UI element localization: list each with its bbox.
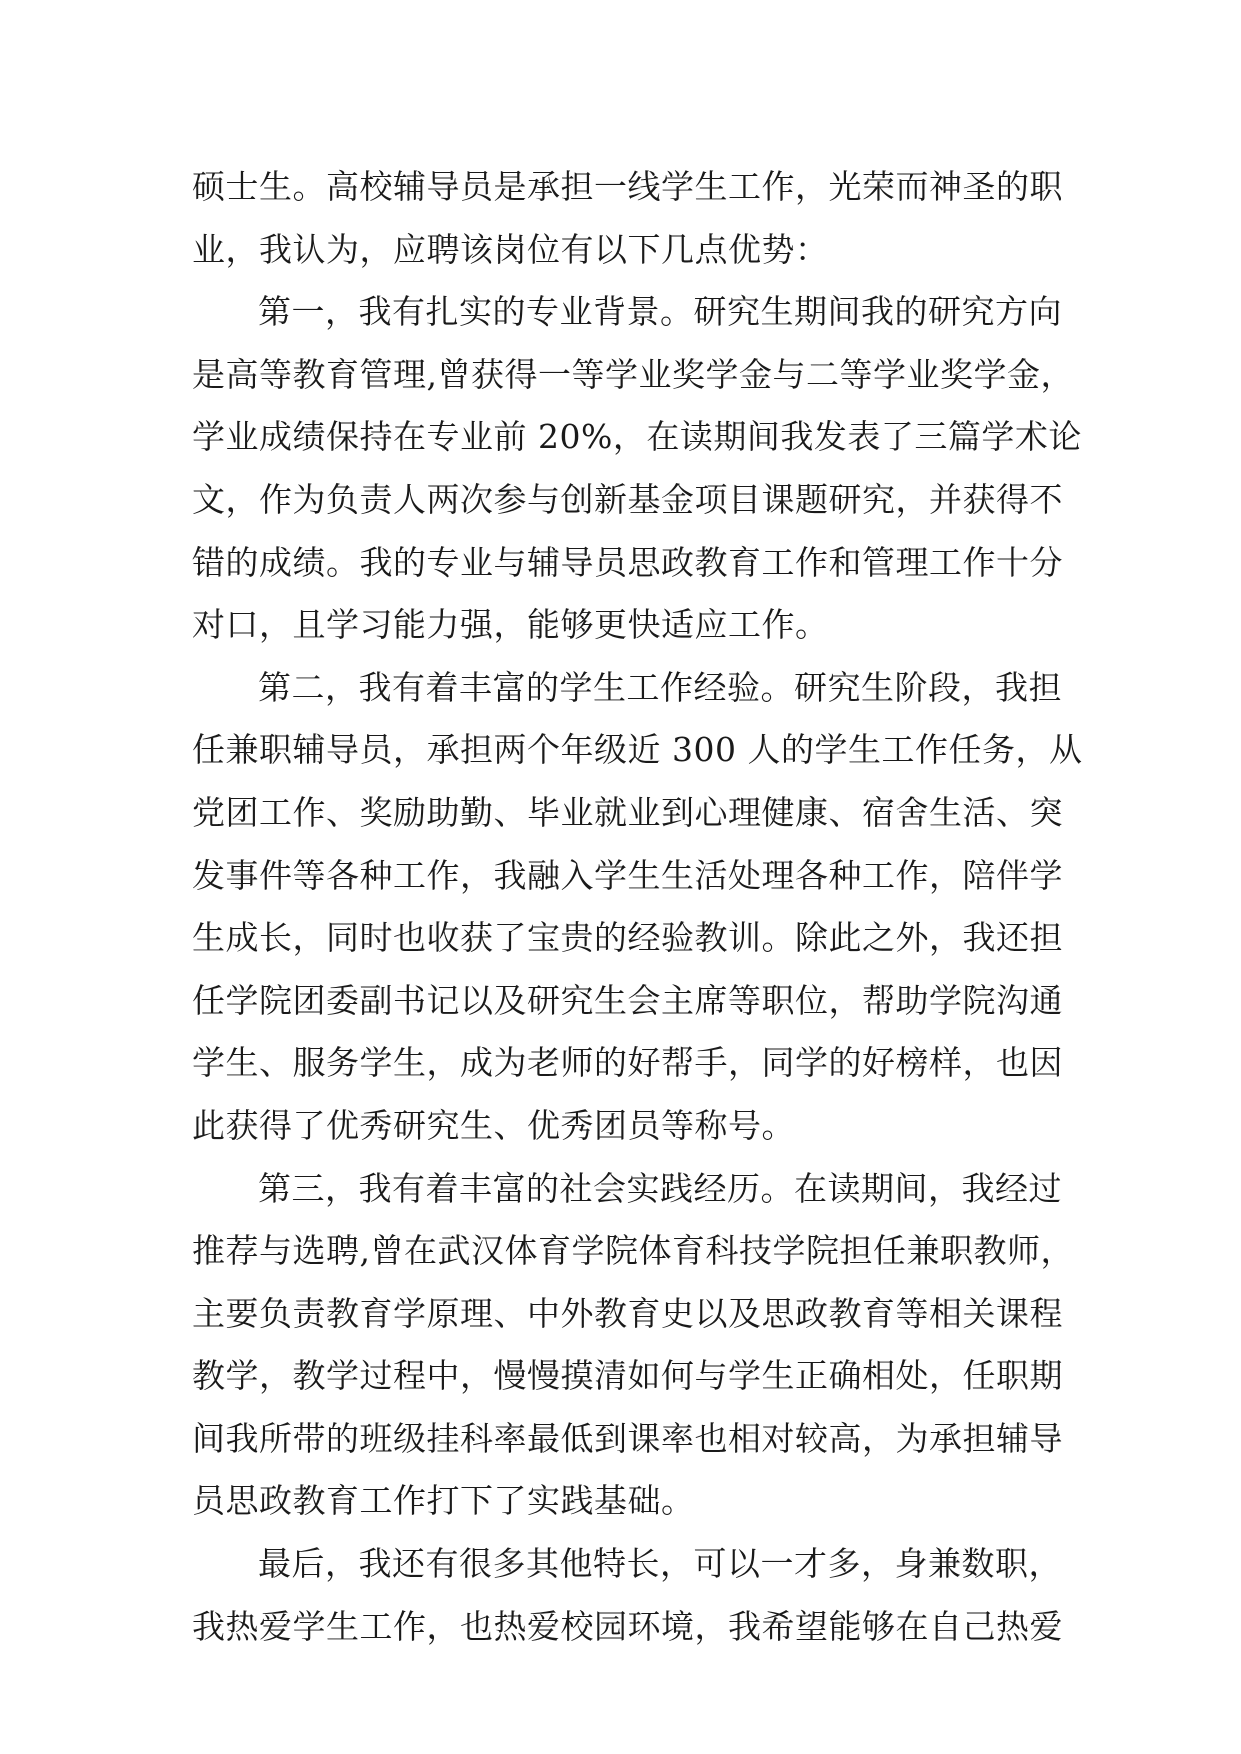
text-line: 党团工作、奖励助勤、毕业就业到心理健康、宿舍生活、突	[192, 792, 1063, 832]
text-line: 教学，教学过程中，慢慢摸清如何与学生正确相处，任职期	[192, 1356, 1063, 1396]
text-line: 任兼职辅导员，承担两个年级近 300 人的学生工作任务，从	[192, 730, 1083, 770]
text-line: 学生、服务学生，成为老师的好帮手，同学的好榜样，也因	[192, 1043, 1063, 1083]
text-line: 生成长，同时也收获了宝贵的经验教训。除此之外，我还担	[192, 918, 1063, 958]
text-line: 硕士生。高校辅导员是承担一线学生工作，光荣而神圣的职	[192, 167, 1063, 206]
text-line: 主要负责教育学原理、中外教育史以及思政教育等相关课程	[192, 1293, 1063, 1333]
text-line: 员思政教育工作打下了实践基础。	[192, 1481, 695, 1521]
text-line: 对口，且学习能力强，能够更快适应工作。	[192, 605, 829, 645]
text-line: 文，作为负责人两次参与创新基金项目课题研究，并获得不	[192, 479, 1063, 519]
paragraph-first-line: 第二，我有着丰富的学生工作经验。研究生阶段，我担	[258, 667, 1062, 707]
text-line: 发事件等各种工作，我融入学生生活处理各种工作，陪伴学	[192, 855, 1063, 895]
text-line: 推荐与选聘,曾在武汉体育学院体育科技学院担任兼职教师，	[192, 1231, 1074, 1271]
text-line: 间我所带的班级挂科率最低到课率也相对较高，为承担辅导	[192, 1418, 1063, 1458]
paragraph-first-line: 第三，我有着丰富的社会实践经历。在读期间，我经过	[258, 1168, 1062, 1208]
text-line: 任学院团委副书记以及研究生会主席等职位，帮助学院沟通	[192, 980, 1063, 1020]
document-body	[192, 156, 1083, 1658]
text-line: 此获得了优秀研究生、优秀团员等称号。	[192, 1105, 795, 1145]
text-line: 我热爱学生工作，也热爱校园环境，我希望能够在自己热爱	[192, 1606, 1063, 1646]
text-line: 学业成绩保持在专业前 20%，在读期间我发表了三篇学术论	[192, 417, 1082, 457]
paragraph-first-line: 第一，我有扎实的专业背景。研究生期间我的研究方向	[258, 292, 1062, 332]
text-line: 业，我认为，应聘该岗位有以下几点优势：	[192, 229, 829, 269]
text-line: 错的成绩。我的专业与辅导员思政教育工作和管理工作十分	[192, 542, 1063, 582]
paragraph-first-line: 最后，我还有很多其他特长，可以一才多，身兼数职，	[258, 1544, 1062, 1584]
text-line: 是高等教育管理,曾获得一等学业奖学金与二等学业奖学金，	[192, 354, 1074, 394]
